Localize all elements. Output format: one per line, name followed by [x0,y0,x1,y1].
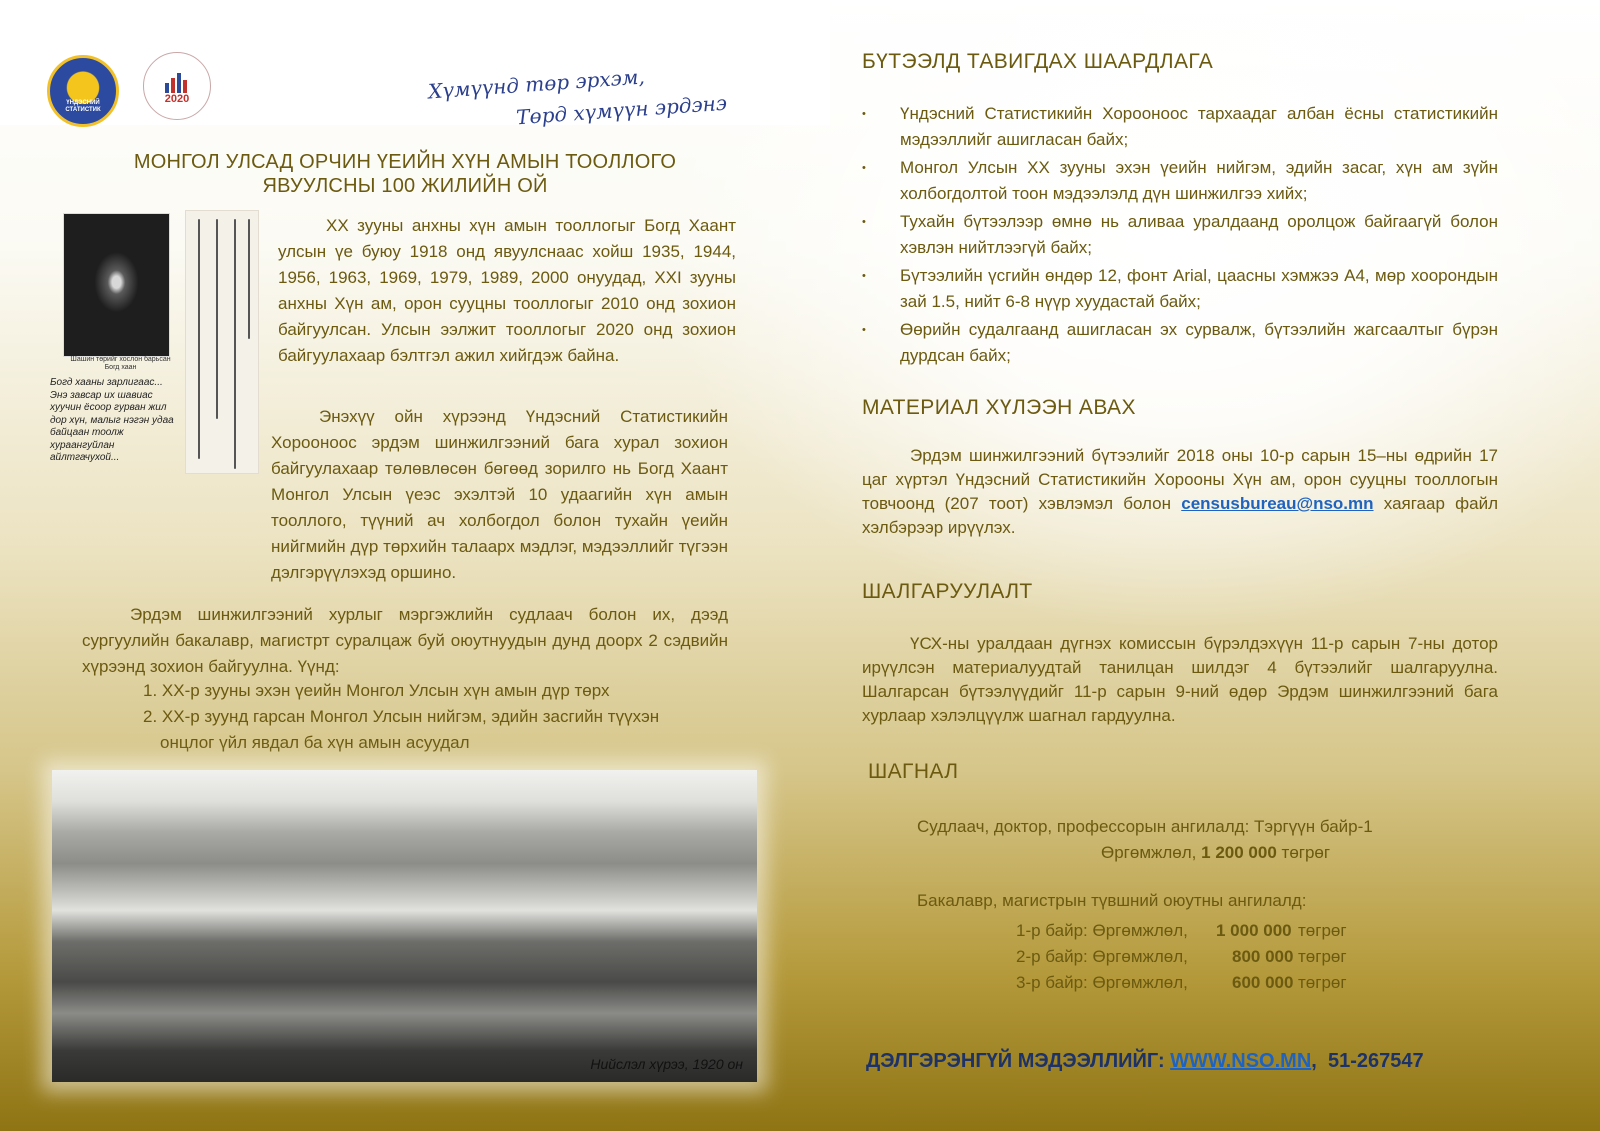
website-link[interactable]: WWW.NSO.MN [1170,1050,1312,1072]
intro-paragraph [278,213,736,369]
mongolian-script-document [185,210,259,474]
footer-phone: 51-267547 [1327,1050,1424,1072]
award-prize-label: Өргөмжлөл, [1101,843,1197,862]
footer-contact [866,1050,1424,1073]
motto-line-1: Хүмүүнд төр эрхэм, [427,64,646,104]
bogd-photo-caption: Шашин төрийг хослон барьсан Богд хаан [70,356,171,371]
topics-list [143,678,743,756]
topics-intro-paragraph [82,602,728,680]
selection-text: ҮСХ-ны уралдаан дүгнэх комиссын бүрэлдэхүүн 11-р сарын 7-ны дотор ирүүлсэн материалуудтай танилцан шилдэг 4 бүтээлийг шалгаруулна. Шалгарсан бүтээлүүдийг 11-р сарын 9-ний өдөр Эрдэм шинжилгээний бага хурлаар хэлэлцүүлж шагнал гардуулна. [862,634,1498,725]
requirement-item: • Өөрийн судалгаанд ашигласан эх сурвалж, бүтээлийн жагсаалтыг бүрэн дурдсан байх; [862,317,1498,369]
motto-line-2: Төрд хүмүүн эрдэнэ [515,90,728,130]
award-prize-amount: 1 200 000 [1201,843,1277,862]
award-category-2: Бакалавр, магистрын түвшний оюутны ангилалд: [917,891,1307,910]
page-title [95,150,715,198]
award-place-amount: 600 000 [1232,973,1294,992]
award-currency: төгрөг [1298,921,1347,940]
award-place-row [1016,944,1376,970]
award-place-amount: 800 000 [1232,947,1294,966]
materials-paragraph [862,444,1498,540]
intro-text: XX зууны анхны хүн амын тооллогыг Богд Хаант улсын үе буюу 1918 онд явуулснаас хойш 1935, 1944, 1956, 1963, 1969, 1979, 1989, 2000 онуудад, XXI зууны анхны Хүн ам, орон сууцны тооллогыг 2010 онд зохион байгуулсан. Улсын ээлжит тооллогыг 2020 онд зохион байгуулахаар бэлтгэл ажил хийгдэж байна. [278,216,736,365]
footer-separator: , [1311,1050,1317,1072]
award-currency: төгрөг [1298,947,1347,966]
award-place-amount: 1 000 000 [1216,921,1292,940]
decree-caption: Богд хааны зарлигаас... Энэ завсар их шавиас хуучин ёсоор гурван жил дор хүн, малыг нэгэн удаа байцаан тоолж хураангуйлан айлтгачухой... [50,377,174,463]
selection-heading: ШАЛГАРУУЛАЛТ [862,580,1033,603]
nso-logo-text: ҮНДЭСНИЙ СТАТИСТИК [65,100,101,113]
city-photo-caption: Нийслэл хүрээ, 1920 он [590,1056,743,1072]
niislel-khuree-photo [52,770,757,1082]
requirements-list [862,101,1498,371]
topic-item-1: 1. XX-р зууны эхэн үеийн Монгол Улсын хүн амын дүр төрх [143,681,610,700]
topic-item-2: 2. XX-р зуунд гарсан Монгол Улсын нийгэм, эдийн засгийн түүхэн [143,707,660,726]
topic-item-2-cont: онцлог үйл явдал ба хүн амын асуудал [160,733,470,752]
nso-emblem-logo [47,55,119,127]
award-places [1016,918,1376,996]
topics-intro-text: Эрдэм шинжилгээний хурлыг мэргэжлийн судлаач болон их, дээд сургуулийн бакалавр, магистрт суралцаж буй оюутнуудын дунд доорх 2 сэдвийн хүрээнд зохион байгуулна. Үүнд: [82,605,728,676]
selection-paragraph [862,632,1498,728]
title-line-1: МОНГОЛ УЛСАД ОРЧИН ҮЕИЙН ХҮН АМЫН ТООЛЛОГО [133,151,677,173]
census-chart-icon [163,71,193,93]
award-place-label: 1-р байр: Өргөмжлөл, [1016,921,1188,940]
census-logo-year: 2020 [164,93,190,105]
awards-heading: ШАГНАЛ [868,760,959,783]
award-place-label: 2-р байр: Өргөмжлөл, [1016,947,1188,966]
bogd-khaan-photo [63,213,170,357]
purpose-paragraph [271,404,728,586]
requirement-item: • Үндэсний Статистикийн Хорооноос тархаадаг албан ёсны статистикийн мэдээллийг ашигласан байх; [862,101,1498,153]
award-currency: төгрөг [1281,843,1331,862]
census-2020-logo [143,52,211,120]
email-link[interactable]: censusbureau@nso.mn [1181,494,1374,513]
requirement-item: • Тухайн бүтээлээр өмнө нь аливаа уралдаанд оролцож байгаагүй болон хэвлэн нийтлээгүй байх; [862,209,1498,261]
purpose-text: Энэхүү ойн хүрээнд Үндэсний Статистикийн Хорооноос эрдэм шинжилгээний бага хурал зохион байгуулахаар төлөвлөсөн бөгөөд зорилго нь Богд Хаант Монгол Улсын үеэс эхэлтэй 10 удаагийн хүн амын тооллого, түүний ач холбогдол болон тухайн үеийн нийгмийн дүр төрхийн талаарх мэдлэг, мэдээллийг түгээн дэлгэрүүлэхэд оршино. [271,407,728,582]
requirements-heading: БҮТЭЭЛД ТАВИГДАХ ШААРДЛАГА [862,50,1214,73]
materials-text: Эрдэм шинжилгээний бүтээлийг 2018 оны 10-р сарын 15–ны өдрийн 17 цаг хүртэл Үндэсний Статистикийн Хорооны Хүн ам, орон сууцны тооллогын товчоонд (207 тоот) хэвлэмэл болон [862,446,1498,513]
award-place-label: 3-р байр: Өргөмжлөл, [1016,973,1188,992]
title-line-2: ЯВУУЛСНЫ 100 ЖИЛИЙН ОЙ [262,175,548,197]
award-category-1: Судлаач, доктор, профессорын ангилалд: Тэргүүн байр-1 [917,817,1373,836]
award-place-row [1016,918,1376,944]
requirement-item: • Монгол Улсын XX зууны эхэн үеийн нийгэм, эдийн засаг, хүн ам зүйн холбогдолтой тоон мэдээлэлд дүн шинжилгээ хийх; [862,155,1498,207]
requirement-item: • Бүтээлийн үсгийн өндөр 12, фонт Arial, цаасны хэмжээ A4, мөр хоорондын зай 1.5, нийт 6-8 нүүр хуудастай байх; [862,263,1498,315]
award-currency: төгрөг [1298,973,1347,992]
award-category-1-prize [1101,840,1330,866]
materials-text-end: хаягаар файл хэлбэрээр ирүүлэх. [862,494,1499,537]
footer-label: ДЭЛГЭРЭНГҮЙ МЭДЭЭЛЛИЙГ: [866,1050,1165,1072]
award-place-row [1016,970,1376,996]
materials-heading: МАТЕРИАЛ ХҮЛЭЭН АВАХ [862,396,1136,419]
